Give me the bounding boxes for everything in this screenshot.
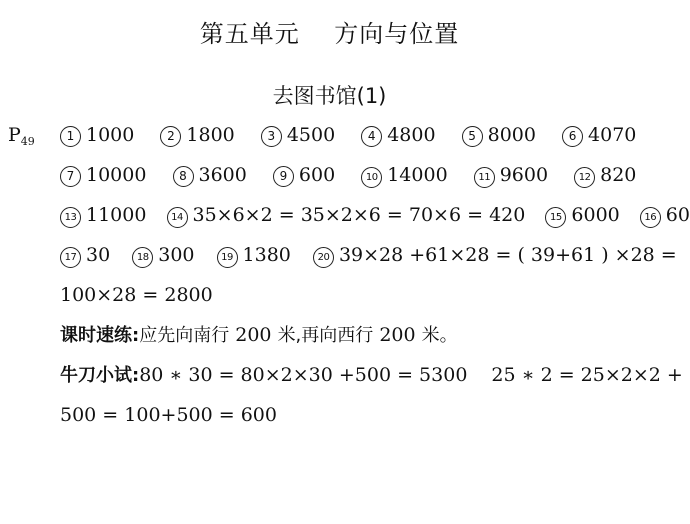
answer-item-5: 5 8000 (462, 124, 536, 146)
answer-item-19: 19 1380 (217, 244, 291, 266)
answer-item-3: 3 4500 (261, 124, 335, 146)
answer-item-6: 6 4070 (562, 124, 636, 146)
answer-item-12: 12 820 (574, 164, 636, 186)
practice-line: 课时速练:应先向南行 200 米,再向西行 200 米。 (60, 324, 458, 346)
answer-item-8: 8 3600 (173, 164, 247, 186)
practice-label: 课时速练: (60, 325, 140, 346)
trial-line (60, 361, 683, 389)
answer-20-continued: 100×28 = 2800 (60, 284, 213, 306)
trial-label: 牛刀小试: (60, 365, 140, 386)
trial-expr-2: 25 ∗ 2 = 25×2×2 + (491, 364, 683, 386)
answer-item-15: 15 6000 (545, 204, 619, 226)
answer-item-7: 7 10000 (60, 164, 146, 186)
answer-row-1 (60, 121, 653, 149)
answer-item-13: 13 11000 (60, 204, 146, 226)
answer-item-14: 14 35×6×2 = 35×2×6 = 70×6 = 420 (167, 204, 526, 226)
answer-item-16: 16 60 (640, 204, 690, 226)
answer-item-1: 1 1000 (60, 124, 134, 146)
answer-row-2 (60, 161, 653, 189)
answer-item-4: 4 4800 (361, 124, 435, 146)
answer-item-9: 9 600 (273, 164, 335, 186)
answer-item-2: 2 1800 (160, 124, 234, 146)
answer-item-20: 20 39×28 +61×28 = ( 39+61 ) ×28 = (313, 244, 677, 266)
answer-item-18: 18 300 (132, 244, 194, 266)
answer-row-3 (60, 201, 690, 229)
answer-item-17: 17 30 (60, 244, 110, 266)
answer-row-4 (60, 241, 677, 269)
trial-continued: 500 = 100+500 = 600 (60, 404, 277, 426)
page-reference: $P_{49}$ (8, 124, 35, 148)
lesson-title: 去图书馆(1) (272, 84, 387, 108)
unit-title: 第五单元 方向与位置 (199, 20, 460, 48)
answer-item-11: 11 9600 (474, 164, 548, 186)
answer-item-10: 10 14000 (361, 164, 447, 186)
trial-expr-1: 80 ∗ 30 = 80×2×30 +500 = 5300 (139, 364, 468, 386)
